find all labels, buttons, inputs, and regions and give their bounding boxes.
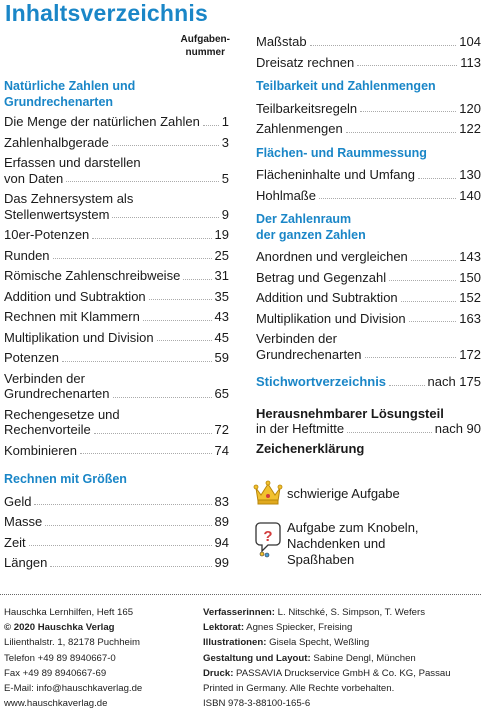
toc-entry[interactable] [4, 227, 229, 243]
svg-text:?: ? [263, 528, 273, 545]
footer-line: Hauschka Lernhilfen, Heft 165 [4, 607, 134, 618]
aufgaben-header-line2: nummer [185, 47, 225, 58]
toc-entry-number: 130 [459, 167, 481, 182]
footer-credit-line [203, 666, 451, 681]
toc-entry-number: 19 [214, 227, 229, 242]
footer-divider [0, 594, 481, 595]
toc-entry[interactable] [4, 514, 229, 530]
footer-email[interactable]: E-Mail: info@hauschkaverlag.de [4, 683, 143, 695]
footer-credit-key: Gestaltung und Layout: [203, 652, 311, 664]
toc-entry[interactable] [4, 494, 229, 510]
section-heading [256, 212, 481, 243]
toc-entry[interactable] [256, 188, 481, 204]
toc-entry-title-line2: Stellenwertsystem [4, 206, 110, 222]
crown-icon [253, 480, 283, 506]
footer-publisher [4, 605, 142, 711]
legend-knobeln-line: Nachdenken und [287, 536, 386, 551]
footer-credit-value: ISBN 978-3-88100-165-6 [203, 698, 311, 710]
toc-entry[interactable] [4, 443, 229, 459]
toc-entry[interactable] [256, 249, 481, 265]
footer-credit-value: PASSAVIA Druckservice GmbH & Co. KG, Passau [233, 667, 451, 679]
footer-copyright: © 2020 Hauschka Verlag [4, 622, 115, 634]
toc-entry-number: 5 [221, 170, 229, 186]
toc-entry-number: 65 [214, 386, 229, 401]
section-heading: Teilbarkeit und Zahlenmengen [256, 79, 436, 93]
section-heading-line: Natürliche Zahlen und [4, 79, 136, 93]
toc-entry-number: 45 [214, 329, 229, 345]
toc-entry[interactable] [4, 350, 229, 366]
footer-credit-value: Gisela Specht, Weßling [266, 637, 370, 649]
footer-line: Fax +49 89 8940667-69 [4, 667, 107, 679]
legend-knobeln-line: Spaßhaben [287, 552, 355, 567]
page-title: Inhaltsverzeichnis [5, 0, 209, 26]
toc-entry-title: 10er-Potenzen [4, 227, 90, 242]
toc-entry-title: Geld [4, 493, 32, 509]
toc-entry-number: 31 [214, 268, 229, 283]
toc-entry[interactable] [256, 121, 481, 137]
toc-entry-title: Zahlenhalbgerade [4, 134, 109, 150]
footer-credit-key: Verfasserinnen: [203, 607, 275, 618]
toc-entry[interactable] [256, 167, 481, 183]
toc-entry-number: 43 [214, 309, 229, 324]
section-heading: Rechnen mit Größen [4, 472, 127, 486]
toc-entry-title: Kombinieren [4, 442, 77, 458]
stichwort-page: nach 175 [427, 374, 481, 389]
toc-entry[interactable] [4, 289, 229, 305]
footer-credit-line [203, 696, 451, 711]
toc-entry-number: 25 [214, 247, 229, 263]
toc-entry-number: 152 [459, 290, 481, 305]
toc-entry-title: Hohlmaße [256, 187, 316, 203]
toc-entry[interactable] [4, 371, 229, 402]
toc-entry-number: 143 [459, 249, 481, 264]
toc-entry-number: 120 [459, 100, 481, 116]
toc-entry-title: Multiplikation und Division [256, 310, 406, 326]
toc-entry-title: Anordnen und vergleichen [256, 249, 408, 264]
toc-entry-number: 72 [214, 422, 229, 437]
toc-entry[interactable] [4, 114, 229, 130]
loesung-subtitle: in der Heftmitte [256, 421, 345, 436]
aufgabennummer-header [181, 33, 230, 59]
toc-entry[interactable] [4, 135, 229, 151]
footer-line: Lilienthalstr. 1, 82178 Puchheim [4, 637, 140, 649]
toc-entry-number: 104 [459, 34, 481, 49]
toc-entry[interactable] [4, 407, 229, 438]
toc-entry-title-line1: Rechengesetze und [4, 406, 120, 422]
toc-entry-title: Betrag und Gegenzahl [256, 269, 387, 285]
legend-knobeln [253, 520, 419, 568]
toc-entry-title: Addition und Subtraktion [4, 288, 146, 304]
toc-entry-title-line2: Grundrechenarten [256, 346, 362, 362]
toc-entry-number: 1 [221, 114, 229, 129]
footer-credit-value: L. Nitschké, S. Simpson, T. Wefers [275, 607, 425, 618]
footer-credit-value: Sabine Dengl, München [310, 652, 416, 664]
toc-entry[interactable] [256, 34, 481, 50]
footer-credit-key: Lektorat: [203, 622, 245, 634]
section-heading-line: Grundrechenarten [4, 94, 114, 109]
toc-entry-title: Römische Zahlenschreibweise [4, 268, 181, 283]
toc-entry-title: Teilbarkeitsregeln [256, 100, 358, 116]
legend-schwierig-label: schwierige Aufgabe [287, 486, 400, 501]
footer-credit-value: Printed in Germany. Alle Rechte vorbehalten. [203, 683, 395, 695]
toc-entry-title: Multiplikation und Division [4, 329, 154, 345]
legend-schwierig [253, 480, 400, 506]
toc-entry[interactable] [256, 55, 481, 71]
loesung-title: Herausnehmbarer Lösungsteil [256, 405, 444, 421]
toc-entry[interactable] [4, 155, 229, 186]
zeichenerklaerung-heading: Zeichenerklärung [256, 440, 365, 456]
toc-entry[interactable] [4, 535, 229, 551]
toc-entry-number: 35 [214, 288, 229, 304]
footer-website[interactable]: www.hauschkaverlag.de [4, 698, 108, 710]
toc-entry-number: 3 [221, 134, 229, 150]
legend-knobeln-label [287, 520, 419, 568]
toc-entry-title-line2: Rechenvorteile [4, 422, 91, 437]
question-icon [253, 520, 283, 558]
toc-entry-number: 89 [214, 514, 229, 529]
toc-entry-title-line1: Verbinden der [4, 370, 85, 386]
section-heading-line: der ganzen Zahlen [256, 227, 366, 242]
toc-entry[interactable] [256, 270, 481, 286]
loesung-page: nach 90 [434, 421, 481, 436]
toc-entry-number: 172 [459, 346, 481, 362]
toc-entry-title-line2: Grundrechenarten [4, 386, 110, 401]
toc-entry-number: 122 [459, 121, 481, 136]
toc-entry-title: Zahlenmengen [256, 121, 343, 136]
footer-credit-line [203, 620, 451, 635]
toc-entry[interactable] [4, 330, 229, 346]
toc-right-column [256, 34, 481, 457]
toc-entry-number: 99 [214, 555, 229, 570]
footer-credit-line [203, 635, 451, 650]
section-heading: Flächen- und Raummessung [256, 145, 427, 160]
toc-entry-number: 140 [459, 187, 481, 203]
footer-credit-key: Illustrationen: [203, 637, 267, 649]
footer-credit-key: Druck: [203, 667, 234, 679]
aufgaben-header-line1: Aufgaben- [180, 34, 230, 45]
toc-entry-title-line1: Das Zehnersystem als [4, 191, 134, 206]
footer-line: Telefon +49 89 8940667-0 [4, 652, 116, 664]
toc-entry-title: Runden [4, 247, 50, 263]
toc-entry[interactable] [256, 101, 481, 117]
toc-entry-title: Zeit [4, 534, 26, 550]
toc-entry[interactable] [4, 555, 229, 571]
toc-entry-title: Rechnen mit Klammern [4, 309, 140, 324]
toc-entry-number: 163 [459, 310, 481, 326]
loesungsteil-entry[interactable] [256, 406, 481, 437]
toc-entry-title: Dreisatz rechnen [256, 54, 355, 70]
toc-entry-number: 74 [214, 442, 229, 458]
toc-entry-number: 150 [459, 269, 481, 285]
section-heading [4, 79, 229, 110]
toc-entry-title: Potenzen [4, 350, 59, 365]
toc-entry[interactable] [256, 311, 481, 327]
toc-entry-title: Längen [4, 555, 48, 570]
stichwortverzeichnis-entry[interactable] [256, 374, 481, 390]
toc-entry[interactable] [256, 331, 481, 362]
toc-entry-title-line2: von Daten [4, 170, 64, 186]
toc-entry-number: 113 [460, 54, 481, 70]
toc-entry-number: 83 [214, 493, 229, 509]
footer-credit-line [203, 651, 451, 666]
toc-entry[interactable] [4, 248, 229, 264]
toc-entry-title: Flächeninhalte und Umfang [256, 167, 415, 182]
toc-left-column [4, 79, 229, 576]
footer-credits [203, 605, 451, 711]
footer-credit-value: Agnes Spiecker, Freising [244, 622, 353, 634]
toc-entry-title: Addition und Subtraktion [256, 290, 398, 305]
toc-entry-title-line1: Verbinden der [256, 331, 337, 346]
toc-entry[interactable] [4, 191, 229, 222]
toc-entry-number: 59 [214, 350, 229, 365]
toc-entry[interactable] [256, 290, 481, 306]
toc-entry-number: 94 [214, 534, 229, 550]
toc-entry-title: Masse [4, 514, 43, 529]
legend-knobeln-line: Aufgabe zum Knobeln, [287, 520, 419, 535]
toc-entry-title-line1: Erfassen und darstellen [4, 155, 141, 170]
toc-entry-title: Die Menge der natürlichen Zahlen [4, 114, 200, 129]
toc-entry[interactable] [4, 309, 229, 325]
toc-entry-number: 9 [221, 206, 229, 222]
section-heading-line: Der Zahlenraum [256, 212, 352, 226]
toc-entry[interactable] [4, 268, 229, 284]
footer-credit-line [203, 681, 451, 696]
toc-entry-title: Maßstab [256, 34, 307, 49]
stichwort-title: Stichwortverzeichnis [256, 374, 387, 389]
footer-credit-line [203, 605, 451, 620]
